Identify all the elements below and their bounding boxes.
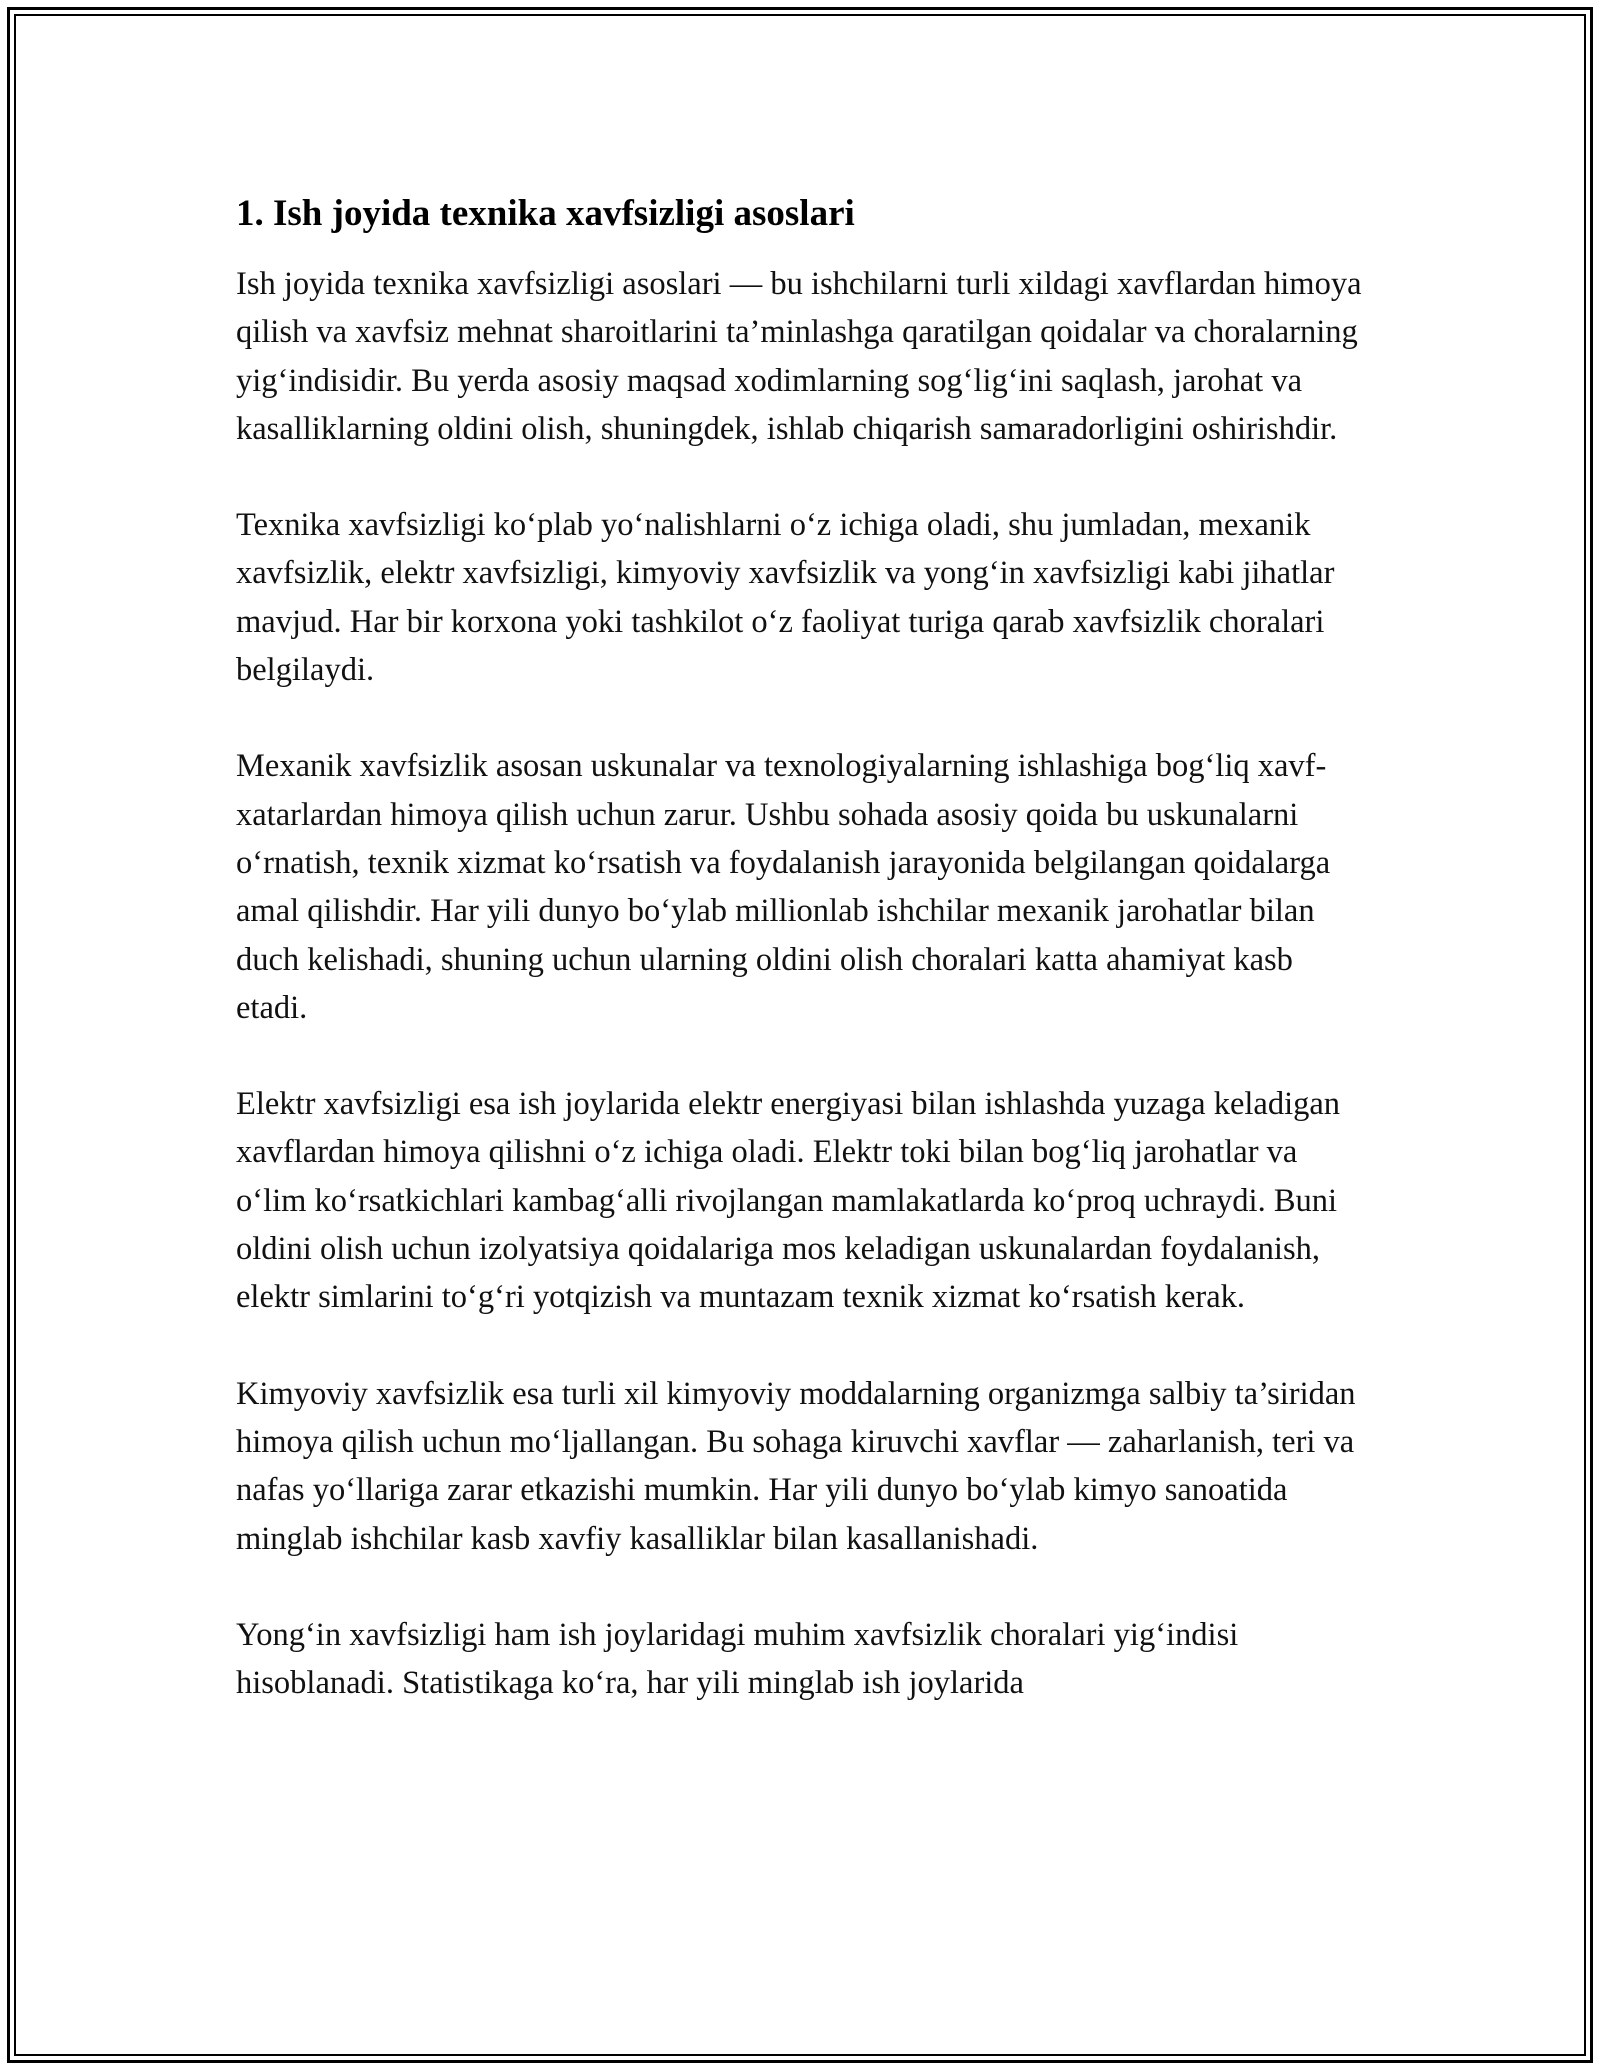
section-heading: 1. Ish joyida texnika xavfsizligi asoslari (236, 193, 855, 234)
paragraph-directions: Texnika xavfsizligi ko‘plab yo‘nalishlarni o‘z ichiga oladi, shu jumladan, mexanik xavfsizlik, elektr xavfsizligi, kimyoviy xavfsizlik va yong‘in xavfsizligi kabi jihatlar mavjud. Har bir korxona yoki tashkilot o‘z faoliyat turiga qarab xavfsizlik choralari belgilaydi. (236, 507, 1335, 689)
paragraph-electrical-safety: Elektr xavfsizligi esa ish joylarida elektr energiyasi bilan ishlashda yuzaga keladigan xavflardan himoya qilishni o‘z ichiga oladi. Elektr toki bilan bog‘liq jarohatlar va o‘lim ko‘rsatkichlari kambag‘alli rivojlangan mamlakatlarda ko‘proq uchraydi. Buni oldini olish uchun izolyatsiya qoidalariga mos keladigan uskunalardan foydalanish, elektr simlarini to‘g‘ri yotqizish va muntazam texnik xizmat ko‘rsatish kerak. (236, 1086, 1341, 1316)
paragraph-intro: Ish joyida texnika xavfsizligi asoslari — bu ishchilarni turli xildagi xavflardan himoya qilish va xavfsiz mehnat sharoitlarini ta’minlashga qaratilgan qoidalar va choralarning yig‘indisidir. Bu yerda asosiy maqsad xodimlarning sog‘lig‘ini saqlash, jarohat va kasalliklarning oldini olish, shuningdek, ishlab chiqarish samaradorligini oshirishdir. (236, 266, 1362, 447)
paragraph-mechanical-safety: Mexanik xavfsizlik asosan uskunalar va texnologiyalarning ishlashiga bog‘liq xavf-xatarlardan himoya qilish uchun zarur. Ushbu sohada asosiy qoida bu uskunalarni o‘rnatish, texnik xizmat ko‘rsatish va foydalanish jarayonida belgilangan qoidalarga amal qilishdir. Har yili dunyo bo‘ylab millionlab ishchilar mexanik jarohatlar bilan duch kelishadi, shuning uchun ularning oldini olish choralari katta ahamiyat kasb etadi. (236, 748, 1331, 1026)
document-body (236, 188, 1366, 1755)
paragraph-fire-safety: Yong‘in xavfsizligi ham ish joylaridagi muhim xavfsizlik choralari yig‘indisi hisoblanadi. Statistikaga ko‘ra, har yili minglab ish joylarida (236, 1616, 1239, 1702)
paragraph-chemical-safety: Kimyoviy xavfsizlik esa turli xil kimyoviy moddalarning organizmga salbiy ta’siridan himoya qilish uchun mo‘ljallangan. Bu sohaga kiruvchi xavflar — zaharlanish, teri va nafas yo‘llariga zarar etkazishi mumkin. Har yili dunyo bo‘ylab kimyo sanoatida minglab ishchilar kasb xavfiy kasalliklar bilan kasallanishadi. (236, 1375, 1356, 1557)
